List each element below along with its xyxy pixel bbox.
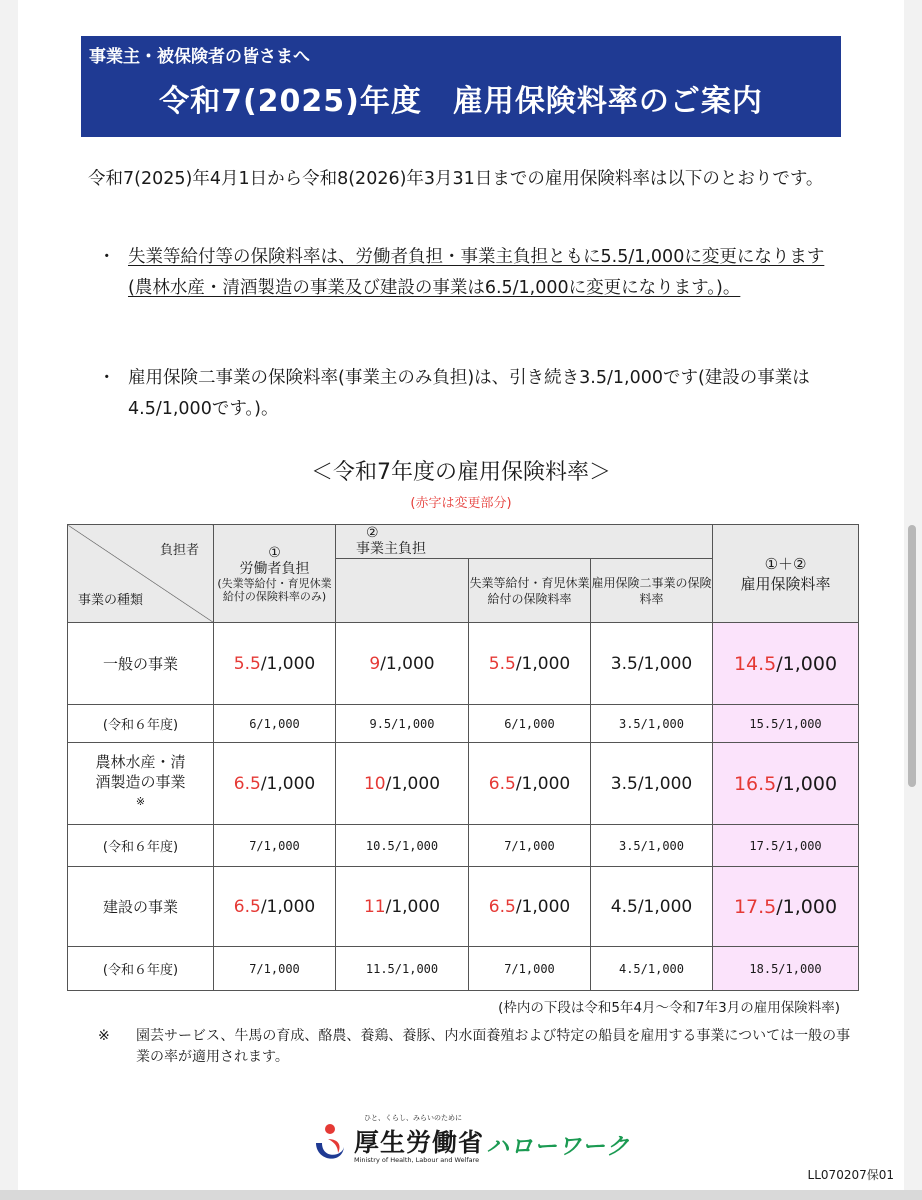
rate-cell: 5.5/1,000 [214,623,336,705]
rates-table [67,524,859,991]
rate-cell: 9/1,000 [336,623,469,705]
table-title: ＜令和7年度の雇用保険料率＞ [311,460,611,485]
prev-rate-cell: 11.5/1,000 [336,947,469,991]
header-worker-sub: (失業等給付・育児休業給付の保険料率のみ) [217,576,332,603]
footnote-text: 園芸サービス、牛馬の育成、酪農、養鶏、養豚、内水面養殖および特定の船員を雇用する事業については一般の事業の率が適用されます。 [136,1028,851,1065]
category-cell: 一般の事業 [68,623,214,705]
rate-cell: 5.5/1,000 [469,623,591,705]
table-row-prev [68,825,859,867]
category-cell: 農林水産・清酒製造の事業※ [68,743,214,825]
header-business-type: 事業の種類 [78,593,144,608]
footnote [98,1026,858,1068]
bullet-text: 失業等給付等の保険料率は、労働者負担・事業主負担ともに5.5/1,000に変更になります(農林水産・清酒製造の事業及び建設の事業は6.5/1,000に変更になります。)。 [128,247,825,298]
prev-year-label: (令和６年度) [68,825,214,867]
vertical-scrollbar[interactable] [908,525,916,787]
header-total-num: ①＋② [764,554,807,573]
header-employer [336,525,713,559]
logo-ministry-name: 厚生労働省 [354,1128,485,1157]
prev-rate-cell: 6/1,000 [469,705,591,743]
range-footnote: (枠内の下段は令和5年4月～令和7年3月の雇用保険料率) [498,1000,840,1016]
rate-cell: 6.5/1,000 [214,867,336,947]
header-employer-sub1: 失業等給付・育児休業給付の保険料率 [469,559,591,623]
header-employer-sub2: 雇用保険二事業の保険料率 [591,559,713,623]
prev-rate-cell: 3.5/1,000 [591,705,713,743]
table-row [68,867,859,947]
bullet-item [98,242,838,304]
header-worker-label: 労働者負担 [239,560,310,577]
bullet-mark: ・ [98,368,116,388]
header-payer: 負担者 [159,543,199,558]
header-total-label: 雇用保険料率 [740,574,831,593]
rate-cell: 6.5/1,000 [469,867,591,947]
header-employer-num: ② [366,525,379,541]
table-row [68,623,859,705]
total-rate-cell: 16.5/1,000 [713,743,859,825]
rate-cell: 4.5/1,000 [591,867,713,947]
prev-year-label: (令和６年度) [68,705,214,743]
title-banner [81,36,841,137]
document-code: LL070207保01 [807,1168,894,1182]
header-corner [68,525,214,623]
bottom-bar [0,1190,922,1200]
table-row [68,743,859,825]
prev-year-label: (令和６年度) [68,947,214,991]
rate-cell: 10/1,000 [336,743,469,825]
header-total [713,525,859,623]
prev-rate-cell: 7/1,000 [469,947,591,991]
prev-rate-cell: 7/1,000 [214,947,336,991]
rate-cell: 11/1,000 [336,867,469,947]
category-cell: 建設の事業 [68,867,214,947]
bullet-item [98,363,838,425]
prev-rate-cell: 3.5/1,000 [591,825,713,867]
banner-title: 令和7(2025)年度 雇用保険料率のご案内 [159,84,763,119]
rate-cell: 6.5/1,000 [469,743,591,825]
total-rate-cell: 14.5/1,000 [713,623,859,705]
intro-text: 令和7(2025)年4月1日から令和8(2026)年3月31日までの雇用保険料率は以下のとおりです。 [88,169,824,189]
ministry-logo [308,1113,658,1173]
logo-tagline: ひと、くらし、みらいのために [364,1114,462,1122]
prev-total-cell: 18.5/1,000 [713,947,859,991]
prev-total-cell: 15.5/1,000 [713,705,859,743]
prev-rate-cell: 7/1,000 [214,825,336,867]
bullet-text: 雇用保険二事業の保険料率(事業主のみ負担)は、引き続き3.5/1,000です(建設の事業は4.5/1,000です。)。 [128,368,810,419]
rate-cell: 6.5/1,000 [214,743,336,825]
footnote-mark: ※ [98,1028,110,1044]
prev-rate-cell: 7/1,000 [469,825,591,867]
bullet-mark: ・ [98,247,116,267]
logo-hellowork: ハローワーク [486,1134,630,1160]
banner-subtitle: 事業主・被保険者の皆さまへ [89,47,310,67]
header-worker [214,525,336,623]
total-rate-cell: 17.5/1,000 [713,867,859,947]
rate-cell: 3.5/1,000 [591,623,713,705]
table-row-prev [68,947,859,991]
header-employer-label: 事業主負担 [356,541,426,557]
prev-rate-cell: 4.5/1,000 [591,947,713,991]
rate-cell: 3.5/1,000 [591,743,713,825]
table-note: (赤字は変更部分) [410,496,512,511]
ministry-emblem-icon [308,1121,348,1167]
prev-rate-cell: 9.5/1,000 [336,705,469,743]
prev-rate-cell: 6/1,000 [214,705,336,743]
document-page [18,0,904,1190]
prev-rate-cell: 10.5/1,000 [336,825,469,867]
table-row-prev [68,705,859,743]
header-worker-num: ① [268,544,281,561]
logo-ministry-en: Ministry of Health, Labour and Welfare [354,1156,480,1164]
prev-total-cell: 17.5/1,000 [713,825,859,867]
